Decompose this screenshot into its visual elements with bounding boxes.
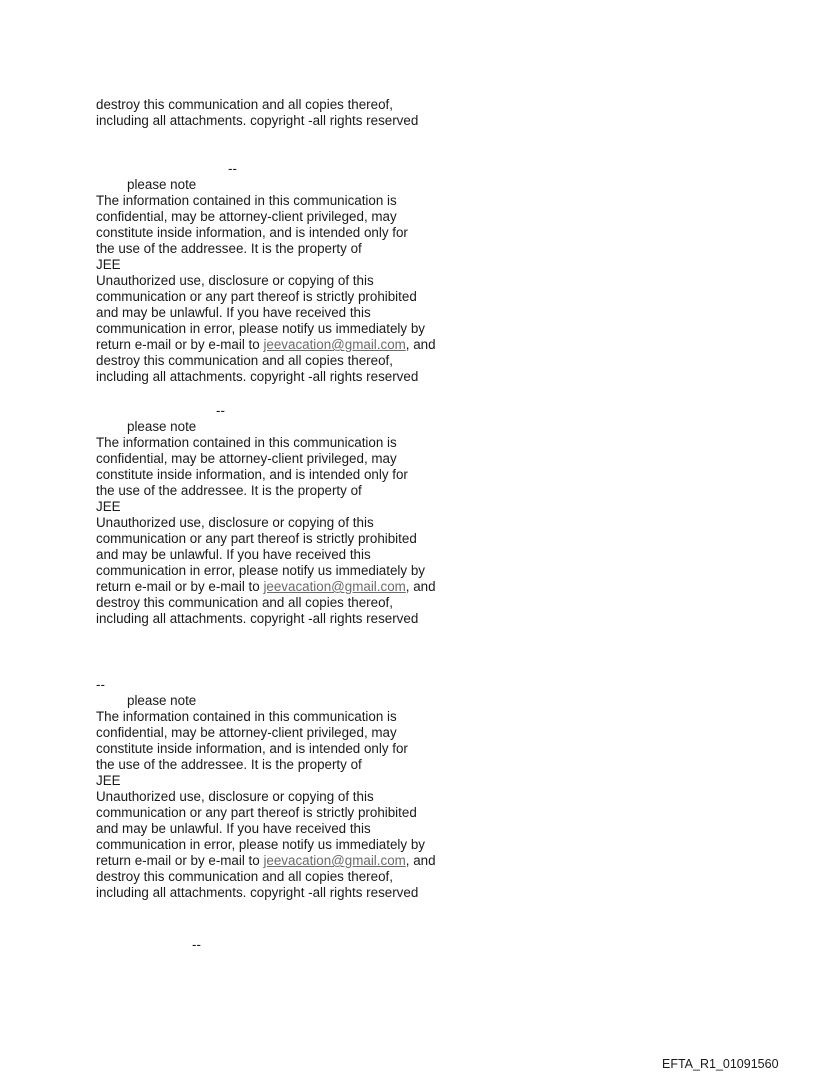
notice-line: JEE	[96, 499, 121, 514]
email-prefix: return e-mail or by e-mail to	[96, 579, 264, 594]
notice-line: Unauthorized use, disclosure or copying of this	[96, 789, 374, 804]
notice-line: constitute inside information, and is intended only for	[96, 467, 408, 482]
email-prefix: return e-mail or by e-mail to	[96, 337, 264, 352]
notice-line: The information contained in this communication is	[96, 709, 397, 724]
notice-line: JEE	[96, 773, 121, 788]
notice-email-line	[96, 853, 436, 869]
top-fragment-line-2: including all attachments. copyright -all rights reserved	[96, 113, 419, 128]
notice-line: confidential, may be attorney-client privileged, may	[96, 451, 397, 466]
notice-line: the use of the addressee. It is the property of	[96, 757, 362, 772]
notice-line: communication in error, please notify us immediately by	[96, 321, 425, 336]
notice-closing-line: destroy this communication and all copies thereof,	[96, 595, 393, 610]
notice-line: confidential, may be attorney-client privileged, may	[96, 209, 397, 224]
notice-line: communication in error, please notify us immediately by	[96, 837, 425, 852]
notice-closing-line: including all attachments. copyright -all rights reserved	[96, 369, 419, 384]
notice-line: The information contained in this communication is	[96, 435, 397, 450]
notice-line: The information contained in this communication is	[96, 193, 397, 208]
separator: --	[192, 937, 201, 952]
email-link[interactable]: jeevacation@gmail.com	[263, 337, 406, 352]
email-suffix: , and	[405, 853, 436, 868]
notice-line: and may be unlawful. If you have received this	[96, 547, 371, 562]
notice-heading: please note	[127, 177, 197, 192]
notice-line: Unauthorized use, disclosure or copying of this	[96, 273, 374, 288]
separator: --	[228, 161, 237, 176]
notice-line: communication or any part thereof is strictly prohibited	[96, 805, 417, 820]
notice-line: communication in error, please notify us immediately by	[96, 563, 425, 578]
notice-line: the use of the addressee. It is the property of	[96, 483, 362, 498]
separator: --	[216, 403, 225, 418]
notice-line: and may be unlawful. If you have received this	[96, 305, 371, 320]
email-suffix: , and	[405, 337, 436, 352]
notice-line: communication or any part thereof is strictly prohibited	[96, 531, 417, 546]
notice-line: Unauthorized use, disclosure or copying of this	[96, 515, 374, 530]
separator: --	[96, 677, 105, 692]
notice-line: communication or any part thereof is strictly prohibited	[96, 289, 417, 304]
document-id-stamp: EFTA_R1_01091560	[662, 1057, 779, 1071]
email-prefix: return e-mail or by e-mail to	[96, 853, 264, 868]
notice-line: constitute inside information, and is intended only for	[96, 741, 408, 756]
notice-closing-line: including all attachments. copyright -all rights reserved	[96, 885, 419, 900]
notice-line: constitute inside information, and is intended only for	[96, 225, 408, 240]
notice-line: JEE	[96, 257, 121, 272]
notice-heading: please note	[127, 419, 197, 434]
notice-line: the use of the addressee. It is the property of	[96, 241, 362, 256]
notice-email-line	[96, 337, 436, 353]
email-link[interactable]: jeevacation@gmail.com	[263, 579, 406, 594]
email-link[interactable]: jeevacation@gmail.com	[263, 853, 406, 868]
notice-closing-line: including all attachments. copyright -all rights reserved	[96, 611, 419, 626]
top-fragment-line-1: destroy this communication and all copies thereof,	[96, 97, 393, 112]
notice-line: and may be unlawful. If you have received this	[96, 821, 371, 836]
notice-line: confidential, may be attorney-client privileged, may	[96, 725, 397, 740]
notice-email-line	[96, 579, 436, 595]
notice-heading: please note	[127, 693, 197, 708]
notice-closing-line: destroy this communication and all copies thereof,	[96, 353, 393, 368]
email-suffix: , and	[405, 579, 436, 594]
notice-closing-line: destroy this communication and all copies thereof,	[96, 869, 393, 884]
